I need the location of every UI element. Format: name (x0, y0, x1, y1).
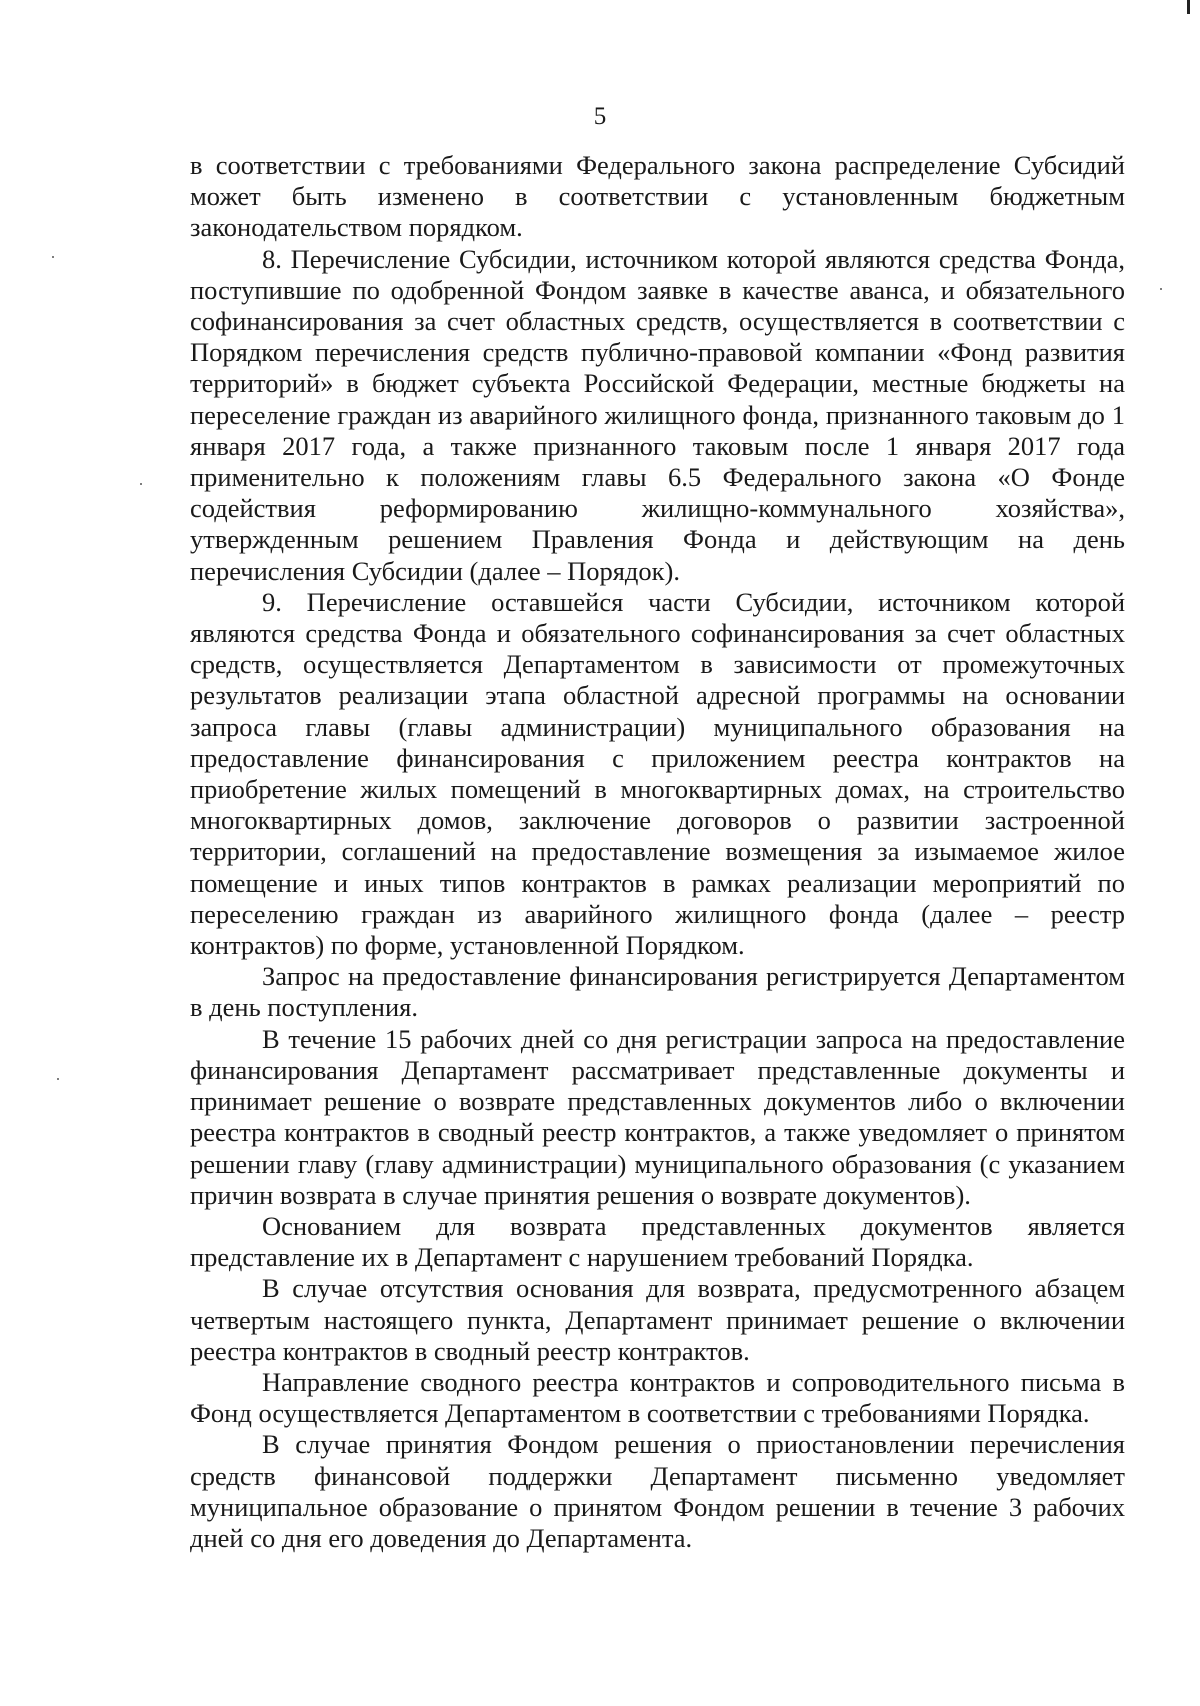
document-body (190, 150, 1125, 1554)
paragraph-return-grounds: Основанием для возврата представленных документов является представление их в Департамент с нарушением требований Порядка. (190, 1210, 1125, 1273)
paragraph-review-period: В течение 15 рабочих дней со дня регистрации запроса на предоставление финансирования Департамент рассматривает представленные документы и принимает решение о возврате представленных документов либо о включении реестра контрактов в сводный реестр контрактов, а также уведомляет о принятом решении главу (главу администрации) муниципального образования (с указанием причин возврата в случае принятия решения о возврате документов). (190, 1023, 1125, 1210)
scan-edge-mark (1187, 0, 1190, 14)
scan-speck (52, 256, 54, 258)
paragraph-request-registration: Запрос на предоставление финансирования регистрируется Департаментом в день поступления. (190, 961, 1125, 1023)
paragraph-continuation: в соответствии с требованиями Федерального закона распределение Субсидий может быть изменено в соответствии с установленным бюджетным законодательством порядком. (190, 150, 1125, 243)
paragraph-registry-submission: Направление сводного реестра контрактов и сопроводительного письма в Фонд осуществляется Департаментом в соответствии с требованиями Порядка. (190, 1366, 1125, 1429)
scan-speck (140, 483, 142, 485)
paragraph-item-9: 9. Перечисление оставшейся части Субсидии, источником которой являются средства Фонда и обязательного софинансирования за счет областных средств, осуществляется Департаментом в зависимости от промежуточных результатов реализации этапа областной адресной программы на основании запроса главы (главы администрации) муниципального образования на предоставление финансирования с приложением реестра контрактов на приобретение жилых помещений в многоквартирных домах, на строительство многоквартирных домов, заключение договоров о развитии застроенной территории, соглашений на предоставление возмещения за изымаемое жилое помещение и иных типов контрактов в рамках реализации мероприятий по переселению граждан из аварийного жилищного фонда (далее – реестр контрактов) по форме, установленной Порядком. (190, 586, 1125, 961)
paragraph-suspension-notice: В случае принятия Фондом решения о приостановлении перечисления средств финансовой поддержки Департамент письменно уведомляет муниципальное образование о принятом Фондом решении в течение 3 рабочих дней со дня его доведения до Департамента. (190, 1429, 1125, 1553)
page-number: 5 (593, 103, 607, 130)
scan-speck (57, 1078, 59, 1080)
paragraph-inclusion-decision: В случае отсутствия основания для возврата, предусмотренного абзацем четвертым настоящего пункта, Департамент принимает решение о включении реестра контрактов в сводный реестр контрактов. (190, 1273, 1125, 1366)
scan-speck (1160, 288, 1162, 290)
paragraph-item-8: 8. Перечисление Субсидии, источником которой являются средства Фонда, поступившие по одобренной Фондом заявке в качестве аванса, и обязательного софинансирования за счет областных средств, осуществляется в соответствии с Порядком перечисления средств публично-правовой компании «Фонд развития территорий» в бюджет субъекта Российской Федерации, местные бюджеты на переселение граждан из аварийного жилищного фонда, признанного таковым до 1 января 2017 года, а также признанного таковым после 1 января 2017 года применительно к положениям главы 6.5 Федерального закона «О Фонде содействия реформированию жилищно-коммунального хозяйства», утвержденным решением Правления Фонда и действующим на день перечисления Субсидии (далее – Порядок). (190, 243, 1125, 586)
